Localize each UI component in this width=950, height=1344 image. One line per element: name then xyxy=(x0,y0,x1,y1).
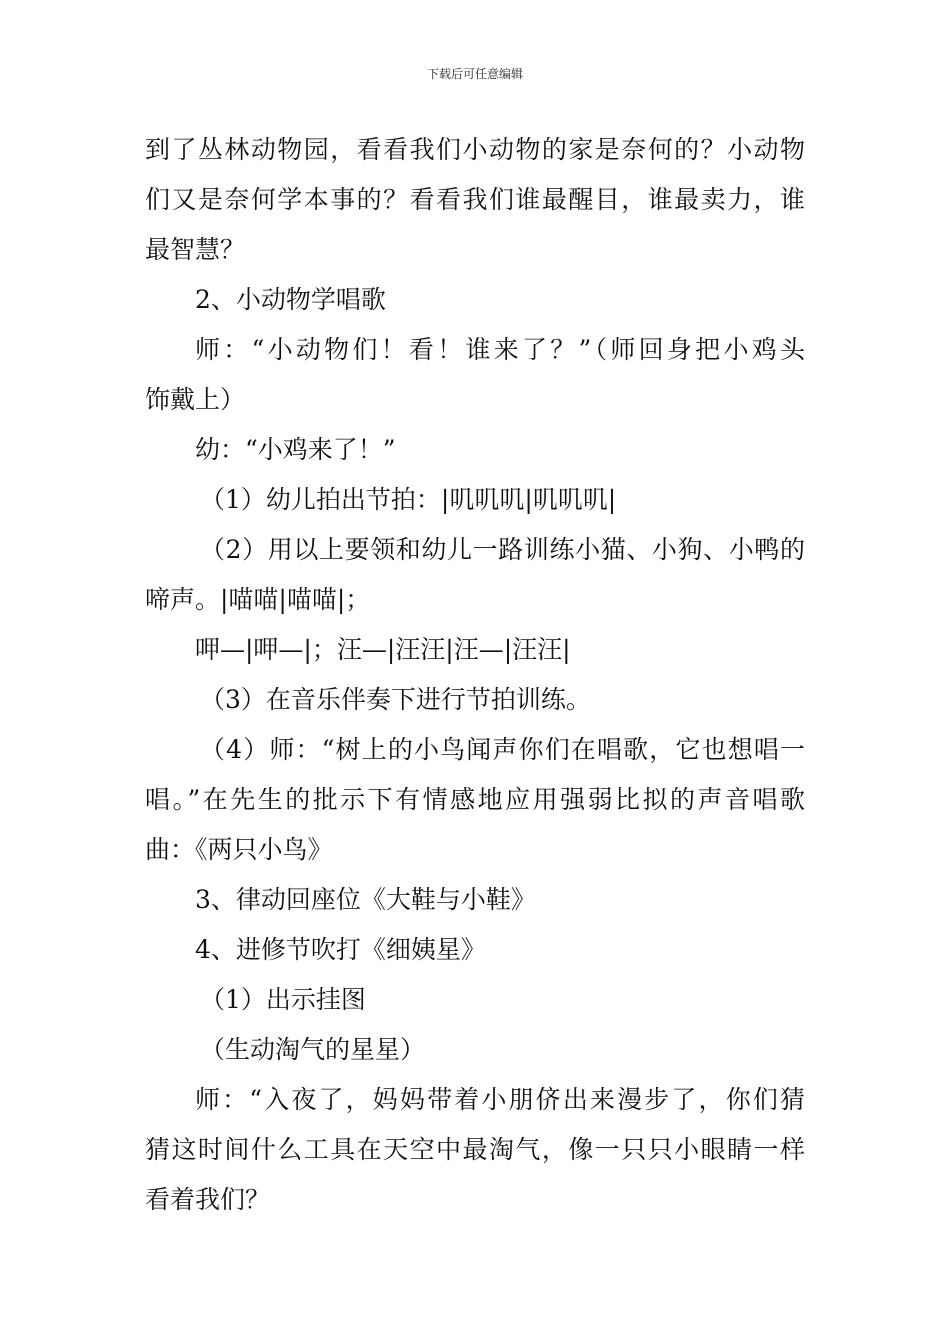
text-line: 最智慧？ xyxy=(145,235,246,264)
text-line: 师：“入夜了，妈妈带着小朋侪出来漫步了，你们猜 xyxy=(195,1085,805,1114)
section-heading: 4、进修节吹打《细姨星》 xyxy=(195,935,486,964)
section-heading: 2、小动物学唱歌 xyxy=(195,285,386,314)
section-heading: 3、律动回座位《大鞋与小鞋》 xyxy=(195,885,536,914)
text-line: 猜这时间什么工具在天空中最淘气，像一只只小眼睛一样 xyxy=(145,1135,805,1164)
text-line: （3）在音乐伴奏下进行节拍训练。 xyxy=(200,685,591,714)
text-line: 到了丛林动物园，看看我们小动物的家是奈何的？小动物 xyxy=(145,135,805,164)
text-line: 们又是奈何学本事的？看看我们谁最醒目，谁最卖力，谁 xyxy=(145,185,805,214)
text-line: （2）用以上要领和幼儿一路训练小猫、小狗、小鸭的 xyxy=(200,535,805,564)
text-line: 看着我们？ xyxy=(145,1185,271,1214)
text-line: 饰戴上） xyxy=(145,385,246,414)
text-line: 啼声。|喵喵|喵喵|； xyxy=(145,585,371,614)
text-line: （4）师：“树上的小鸟闻声你们在唱歌，它也想唱一 xyxy=(200,735,805,764)
document-body xyxy=(145,125,805,1225)
text-line: 幼：“小鸡来了！” xyxy=(195,435,396,464)
text-line: 师：“小动物们！看！谁来了？”（师回身把小鸡头 xyxy=(195,335,805,364)
text-line: 呷—|呷—|；汪—|汪汪|汪—|汪汪| xyxy=(195,635,571,664)
text-line: （1）出示挂图 xyxy=(200,985,366,1014)
text-line: （1）幼儿拍出节拍：|叽叽叽|叽叽叽| xyxy=(200,485,617,514)
text-line: 唱。”在先生的批示下有情感地应用强弱比拟的声音唱歌 xyxy=(145,785,805,814)
text-line: （生动淘气的星星） xyxy=(200,1035,426,1064)
page-header: 下载后可任意编辑 xyxy=(426,67,523,81)
text-line: 曲：《两只小鸟》 xyxy=(145,835,333,864)
